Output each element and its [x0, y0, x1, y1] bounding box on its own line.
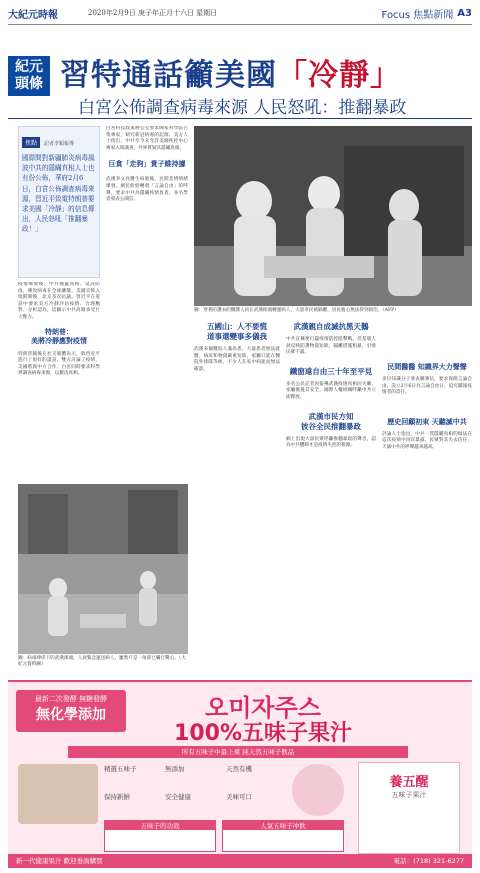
summary-body: 國際間對新疆肺炎病毒風波中共的隱瞞真相人士也有份公佈，華府2月6日，白宮公佈調查病毒來源，習近平致電特朗普要求美國「冷靜」的信息傳出，人民怒吼「推翻暴政！」: [22, 154, 95, 234]
ad-footer: [8, 854, 472, 868]
ad-main-title: 100%五味子果汁: [174, 721, 352, 746]
section-name: Focus 焦點新聞: [381, 9, 454, 21]
ad-subtitle: 所有五味子中最上乘 純天然五味子飲品: [68, 746, 408, 758]
tag-line1: 紀元: [15, 59, 43, 75]
ad-badge-sub: 無化學添加: [36, 707, 106, 723]
headline-tag: [8, 56, 50, 96]
ad-brand-title: 오미자주스: [205, 694, 321, 722]
ad-box2-title: 人氣五味子冲飲: [223, 821, 343, 830]
subheadline: 白宮公佈調查病毒來源 人民怒吼：推翻暴政: [78, 98, 407, 118]
col4-subtitle1: 武漢親自成滅抗黑天鵝: [293, 322, 369, 331]
col4-subtitle3: 武漢市民方知 彼谷全民推翻暴政: [301, 411, 361, 431]
page-number: A3: [457, 7, 472, 19]
issue-date: 2020年2月9日 庚子年正月十六日 星期日: [88, 9, 218, 17]
ad-badge: [16, 690, 126, 732]
article-col4: [286, 322, 376, 668]
feature-item: 美味可口: [226, 792, 252, 801]
newspaper-logo: 大紀元時報: [8, 9, 58, 21]
article-col2: [106, 126, 188, 480]
feature-item: 精選五味子: [104, 765, 137, 773]
col5-text2: 評論人士指出，中共一貫隱瞞真相的做法在這次疫情中再次暴露，民眾對其失去信任，天滅中共的呼聲越來越高。: [382, 431, 472, 450]
col3-text: 武漢多個醫院人滿為患，大量患者無法就醫，病床和物資嚴重短缺。家屬只能在醫院外排隊等候，不少人在家中病逝而無法確診。: [194, 347, 280, 372]
photo1-caption: 圖：穿著防護衣的醫護人員在武漢街頭轉運病人，大量市民被隔離，居民擔心無法得到救治。（AFP）: [194, 308, 399, 313]
photo-street-scene: [18, 484, 188, 654]
ad-footer-text: 新一代健康果汁 歡迎垂詢購買: [16, 857, 103, 865]
col4-text1: 中共宣稱要打贏疫情防控阻擊戰，但基層人員反映防護物資短缺，隔離措施粗暴，引發民眾不滿。: [286, 337, 376, 356]
col4-text2: 多名公民記者因報導武漢疫情真相而失聯，家屬擔憂其安全。國際人權組織呼籲中共立即釋放。: [286, 381, 376, 400]
photo-image: [194, 126, 472, 306]
masthead: [8, 2, 472, 25]
article-col1: [18, 282, 100, 480]
headline-quote: 「冷靜」: [277, 58, 401, 93]
feature-item: 無添加: [165, 765, 185, 773]
col4-text3: 網上出現大量民眾呼籲推翻暴政的聲音，認為中共體制才是疫情失控的根源。: [286, 436, 376, 449]
photo-hazmat-workers: [194, 126, 472, 306]
feature-item: 保持新鮮: [104, 792, 130, 801]
article-col3: [194, 322, 280, 480]
col5-subtitle1: 民間醫醫 知識界大力聲聲: [387, 363, 467, 371]
article-col5: [382, 322, 472, 668]
ad-box2: [222, 820, 344, 852]
col2-text2: 武漢李文亮醫生病逝後，民間悲憤情緒爆發。網民紛紛轉發「言論自由」的呼聲，要求中共為隱瞞疫情負責，多名學者發表公開信。: [106, 177, 188, 203]
col2-subtitle: 巨貪「走狗」貴子維持據: [108, 160, 186, 169]
ad-phone: 電話：(718) 321-6277: [393, 857, 464, 865]
feature-item: 天然有機: [226, 765, 252, 773]
photo2-caption: 圖：病毒肆虐下的武漢街頭，人員緊急運送病人，雖然只是一角卻已觸目驚心。（大紀元資料圖）: [18, 656, 186, 667]
tag-line2: 頭條: [15, 76, 43, 92]
summary-box: [18, 126, 100, 278]
ad-product-box: [358, 762, 460, 854]
advertisement: [8, 680, 472, 868]
ad-product-name: 養五醒: [389, 775, 429, 790]
col1-text2: 特朗普隨後在社交媒體表示，與習近平進行了很好的談話，雙方討論了疫情，美國將與中方合作。白宮同時要求科學界調查病毒來源，以釐清真相。: [18, 351, 100, 377]
ad-berries-image: [292, 764, 344, 816]
headline: [60, 50, 401, 94]
ad-badge-title: 最新二次發酵 無糖發酵: [34, 695, 108, 703]
col1-text: 疫情爆發後，中共掩蓋真相、延誤防疫，導致病毒在全球擴散。美國宣佈入境限制後，北京多次抗議。習近平在電話中要求美方冷靜評估疫情、合理應對。分析認為，這顯示中共高層承受巨大壓力。: [18, 282, 100, 320]
feature-item: 安全健康: [165, 792, 191, 801]
divider: [8, 118, 472, 119]
photo2-image: [18, 484, 188, 654]
col1-subtitle: 特朗普： 美將冷靜應對疫情: [31, 327, 87, 345]
ad-features: [104, 764, 284, 816]
headline-main: 習特通話籲美國: [60, 58, 277, 93]
col4-subtitle2: 鐵窗遠自由三十年至平見: [289, 366, 373, 376]
ad-product-sub: 五味子果汁: [391, 791, 427, 799]
col5-text1: 多位知識分子發表聯署信，要求保障言論自由，設立2月6日為言論自由日，追究瞞報疫情者的責任。: [382, 377, 472, 396]
ad-box1-title: 五味子的功效: [105, 821, 215, 830]
col3-subtitle: 五國山：人不要慌 道事還變事多儀我: [207, 322, 267, 341]
reporter: 記者李穎報導: [44, 141, 75, 147]
summary-label: 焦點: [22, 137, 40, 148]
col5-subtitle2: 歷史回顧初束 天聽滅中共: [387, 417, 467, 426]
ad-photo-woman: [18, 764, 98, 824]
col2-text: 白宮科技政策辦公室要求國家科學院召集專家，研究新冠病毒的起源。美方人士指出，中共至今未允許美國疾控中心專家入境調查，外界質疑其隱瞞真相。: [106, 126, 188, 151]
ad-box1: [104, 820, 216, 852]
